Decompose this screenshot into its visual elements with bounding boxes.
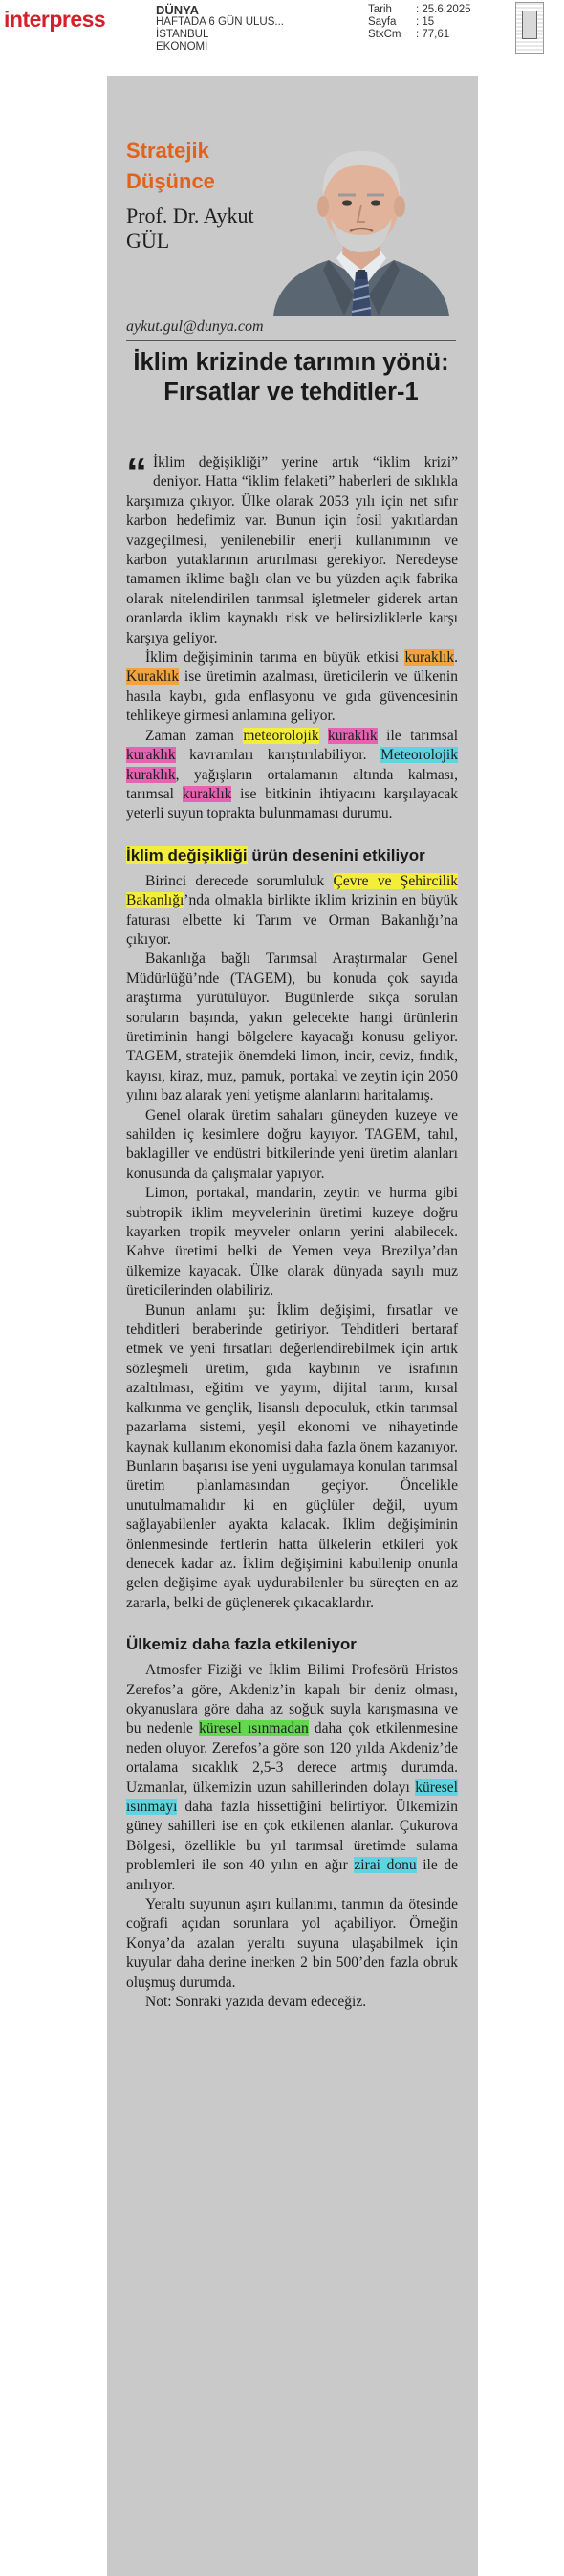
paragraph-8: Bunun anlamı şu: İklim değişimi, fırsatlar ve tehditleri beraberinde getiriyor. Tehditleri bertaraf etmek ve yeni fırsatları değerlendirebilmek için artık sözleşmeli üretim, gıda kaybının ve israfının azaltılması, eğitim ve yayım, dijital tarım, kırsal kalkınma ve gençlik, lisanslı depoculuk, etkin tarımsal pazarlama sistemi, yeşil ekonomi ve nihayetinde kaynak kullanım ekonomisi daha fazla önem kazanıyor. Bunların başarısı ise yeni uygulamaya konulan tarımsal üretim planlamasından geçiyor. Öncelikle unutulmamalıdır ki en güçlüler değil, uyum sağlayabilenler ayakta kalacak. İklim değişiminin önlenmesinde fertlerin hatta ülkelerin etkileri yok denecek kadar az. İklim değişimini kabullenip onunla gelen değişime ayak uydurabilenler bu süreçten en az zararla, belki de güçlenerek çıkacaklardır. — [126, 1301, 458, 1611]
highlight-kuraklik: kuraklık — [126, 747, 176, 764]
opening-quote-mark: “ — [126, 449, 147, 496]
article-clipping — [107, 76, 478, 2576]
page-label: Sayfa — [368, 16, 397, 28]
author-name — [126, 204, 254, 253]
paragraph-9 — [126, 1661, 458, 1895]
highlight-meteorolojik: meteorolojik — [243, 727, 319, 744]
text-span: . — [454, 649, 458, 666]
paragraph-5: Bakanlığa bağlı Tarımsal Araştırmalar Genel Müdürlüğü’nde (TAGEM), bu konuda çok sayıda araştırma yürütülüyor. Bugünlerde sıkça sorulan soruların başında, yakın gelecekte hangi ürünlerin üretiminin hangi bölgelere kayacağı konusu geliyor. TAGEM, stratejik önemdeki limon, incir, ceviz, fındık, kayısı, kiraz, muz, pamuk, portakal ve zeytin için 2050 yılını baz alarak yeni yetişme alanlarını haritalamış. — [126, 950, 458, 1104]
size-label: StxCm — [368, 29, 401, 40]
publication-category: EKONOMİ — [156, 41, 208, 53]
paragraph-3 — [126, 727, 458, 824]
closing-note: Not: Sonraki yazıda devam edeceğiz. — [145, 1994, 367, 2011]
highlight-iklim-degisikligi: İklim değişikliği — [126, 845, 248, 864]
text-span: ile tarımsal — [377, 727, 459, 744]
text-span: daha fazla hissettiğini belirtiyor. Ülkemizin güney sahilleri ise en çok etkilenen alanlar. Çukurova Bölgesi, özellikle bu yıl tarımsal üretimde sulama problemleri ile son 40 yılın en ağır — [126, 1799, 458, 1874]
column-banner — [107, 76, 478, 316]
column-title-line2: Düşünce — [126, 169, 215, 193]
highlight-kuraklik: kuraklık — [182, 785, 232, 802]
text-span — [319, 728, 328, 744]
article-body — [126, 449, 459, 2012]
highlight-kuresel-isinma: küresel ısınmayı — [126, 1779, 458, 1815]
publication-name: DÜNYA — [156, 3, 200, 17]
text-span: ise üretimin azalması, üreticilerin ve ülkenin hasıla kaybı, gıda enflasyonu ve gıda güvencesinin tehlikeye girmesi anlamına geliyor. — [126, 668, 458, 725]
highlight-kuresel-isinma: küresel ısınmadan — [199, 1720, 309, 1737]
text-span: ’nda olmakla birlikte iklim krizinin en büyük faturası elbette ki Tarım ve Orman Bakanlığı’na çıkıyor. — [126, 892, 458, 948]
text-span: kavramları karıştırılabiliyor. — [175, 747, 381, 764]
text-span: İklim değişiminin tarıma en büyük etkisi — [145, 649, 405, 666]
article-headline: İklim krizinde tarımın yönü: Fırsatlar ve tehditler-1 — [133, 349, 449, 405]
subheading-1 — [126, 845, 458, 866]
size-value: : 77,61 — [416, 29, 450, 40]
date-label: Tarih — [368, 4, 392, 15]
thumbnail-article-marker — [522, 11, 537, 39]
text-span: Atmosfer Fiziği ve İklim Bilimi Profesörü Hristos Zerefos’a göre, Akdeniz’in kapalı bir deniz olması, okyanuslara göre daha az soğuk suyla karışmasına ve bu nedenle — [126, 1662, 458, 1737]
text-span: ise bitkinin ihtiyacını karşılayacak yeterli suyun toprakta bulunmaması durumu. — [126, 785, 458, 822]
page-value: : 15 — [416, 16, 435, 28]
paragraph-4 — [126, 872, 458, 950]
publication-frequency: HAFTADA 6 GÜN ULUS... — [156, 16, 284, 28]
text-span: , yağışların ortalamanın altında kalması, tarımsal — [126, 766, 458, 802]
publication-city: İSTANBUL — [156, 29, 209, 40]
subheading-1-rest: ürün desenini etkiliyor — [247, 845, 425, 864]
author-name-line2: GÜL — [126, 229, 170, 252]
paragraph-2 — [126, 648, 458, 727]
highlight-ministry: Çevre ve Şehircilik Bakanlığı — [126, 872, 458, 909]
paragraph-1-text: İklim değişikliği” yerine artık “iklim krizi” deniyor. Hatta “iklim felaketi” haberleri de sıklıkla karşımıza çıkıyor. Ülke olarak 2053 yılı için net sıfır karbon hedefimiz var. Bunun için fosil yakıtlardan vazgeçilmesi, yenilenebilir enerji kullanımının ve karbon yutaklarının artırılması gerekiyor. Neredeyse tamamen iklime bağlı olan ve bu yüzden açık fabrika olarak nitelendirilen tarımsal işletmeler giderek artan oranlarda iklim kaynaklı risk ve belirsizliklerle karşı karşıya geliyor. — [126, 454, 458, 646]
author-email: aykut.gul@dunya.com — [126, 318, 264, 335]
highlight-kuraklik: Kuraklık — [126, 668, 180, 686]
date-value: : 25.6.2025 — [416, 4, 471, 15]
interpress-logo: interpress — [4, 7, 106, 32]
paragraph-10: Yeraltı suyunun aşırı kullanımı, tarımın da ötesinde coğrafi açıdan sorunlara yol açabiliyor. Örneğin Konya’da azalan yeraltı suyuna ulaşabilmek için kuyular daha derine inerken 2 bin 500’den fazla obruk oluşmuş durumda. — [126, 1896, 458, 1991]
column-title — [126, 136, 215, 197]
subheading-2: Ülkemiz daha fazla etkileniyor — [126, 1635, 357, 1654]
column-title-line1: Stratejik — [126, 139, 209, 163]
publication-info — [156, 4, 284, 54]
highlight-kuraklik: kuraklık — [404, 649, 455, 666]
text-span: ile de anılıyor. — [126, 1857, 458, 1893]
highlight-zirai-don: zirai donu — [354, 1857, 417, 1874]
text-span: daha çok etkilenmesine neden oluyor. Zerefos’a göre son 120 yılda Akdeniz’de ortalama sıcaklık 2,5-3 derece artmış durumda. Uzmanlar, ülkemizin uzun sahillerinden dolayı — [126, 1720, 458, 1796]
header-divider — [126, 340, 456, 341]
clipping-header — [0, 0, 564, 67]
text-span: Zaman zaman — [145, 727, 244, 744]
paragraph-6: Genel olarak üretim sahaları güneyden kuzeye ve sahilden iç kesimlere doğru kayıyor. TAGEM, tahıl, baklagiller ve endüstri bitkilerinde yeni üretim alanları konusunda da çalışmalar yapıyor. — [126, 1106, 458, 1182]
author-photo — [268, 126, 455, 316]
highlight-kuraklik: kuraklık — [328, 727, 378, 744]
paragraph-1 — [126, 449, 458, 648]
text-span: Birinci derecede sorumluluk — [145, 872, 334, 889]
highlight-kuraklik: kuraklık — [126, 766, 176, 783]
highlight-meteorolojik: Meteorolojik — [380, 747, 458, 764]
page-thumbnail — [515, 2, 544, 54]
paragraph-7: Limon, portakal, mandarin, zeytin ve hurma gibi subtropik iklim meyvelerinin üretimi kuzeye doğru kayarken tropik meyveler onların yerini alabilecek. Kahve üretimi belki de Yemen veya Brezilya’dan ülkemize kayacak. Ülke olarak dünyada sayılı muz üreticilerinden olabiliriz. — [126, 1185, 458, 1299]
clipping-meta — [368, 4, 471, 41]
author-name-line1: Prof. Dr. Aykut — [126, 204, 254, 228]
